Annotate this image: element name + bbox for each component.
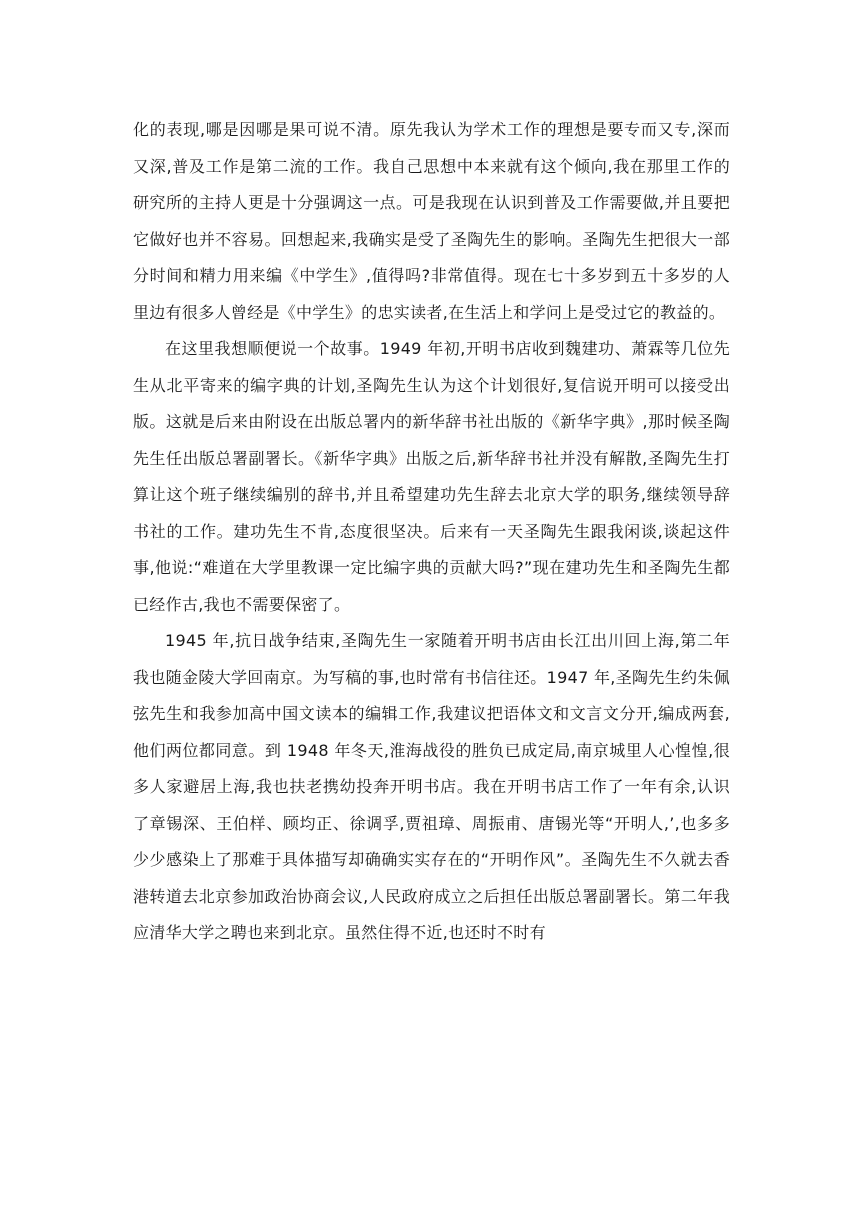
document-body — [133, 112, 730, 952]
paragraph-1: 化的表现,哪是因哪是果可说不清。原先我认为学术工作的理想是要专而又专,深而又深,普及工作是第二流的工作。我自己思想中本来就有这个倾向,我在那里工作的研究所的主持人更是十分强调这一点。可是我现在认识到普及工作需要做,并且要把它做好也并不容易。回想起来,我确实是受了圣陶先生的影响。圣陶先生把很大一部分时间和精力用来编《中学生》,值得吗?非常值得。现在七十多岁到五十多岁的人里边有很多人曾经是《中学生》的忠实读者,在生活上和学问上是受过它的教益的。 — [133, 120, 730, 322]
paragraph-3: 1945 年,抗日战争结束,圣陶先生一家随着开明书店由长江出川回上海,第二年我也随金陵大学回南京。为写稿的事,也时常有书信往还。1947 年,圣陶先生约朱佩弦先生和我参加高中国文读本的编辑工作,我建议把语体文和文言文分开,编成两套,他们两位都同意。到 1948 年冬天,淮海战役的胜负已成定局,南京城里人心惶惶,很多人家避居上海,我也扶老携幼投奔开明书店。我在开明书店工作了一年有余,认识了章锡深、王伯样、顾均正、徐调孚,贾祖璋、周振甫、唐锡光等“开明人,’,也多多少少感染上了那难于具体描写却确确实实存在的“开明作风”。圣陶先生不久就去香港转道去北京参加政治协商会议,人民政府成立之后担任出版总署副署长。第二年我应清华大学之聘也来到北京。虽然住得不近,也还时不时有 — [133, 631, 730, 942]
paragraph-2: 在这里我想顺便说一个故事。1949 年初,开明书店收到魏建功、萧霖等几位先生从北平寄来的编字典的计划,圣陶先生认为这个计划很好,复信说开明可以接受出版。这就是后来由附设在出版总署内的新华辞书社出版的《新华字典》,那时候圣陶先生任出版总署副署长。《新华字典》出版之后,新华辞书社并没有解散,圣陶先生打算让这个班子继续编别的辞书,并且希望建功先生辞去北京大学的职务,继续领导辞书社的工作。建功先生不肯,态度很坚决。后来有一天圣陶先生跟我闲谈,谈起这件事,他说:“难道在大学里教课一定比编字典的贡献大吗?”现在建功先生和圣陶先生都已经作古,我也不需要保密了。 — [133, 339, 730, 614]
